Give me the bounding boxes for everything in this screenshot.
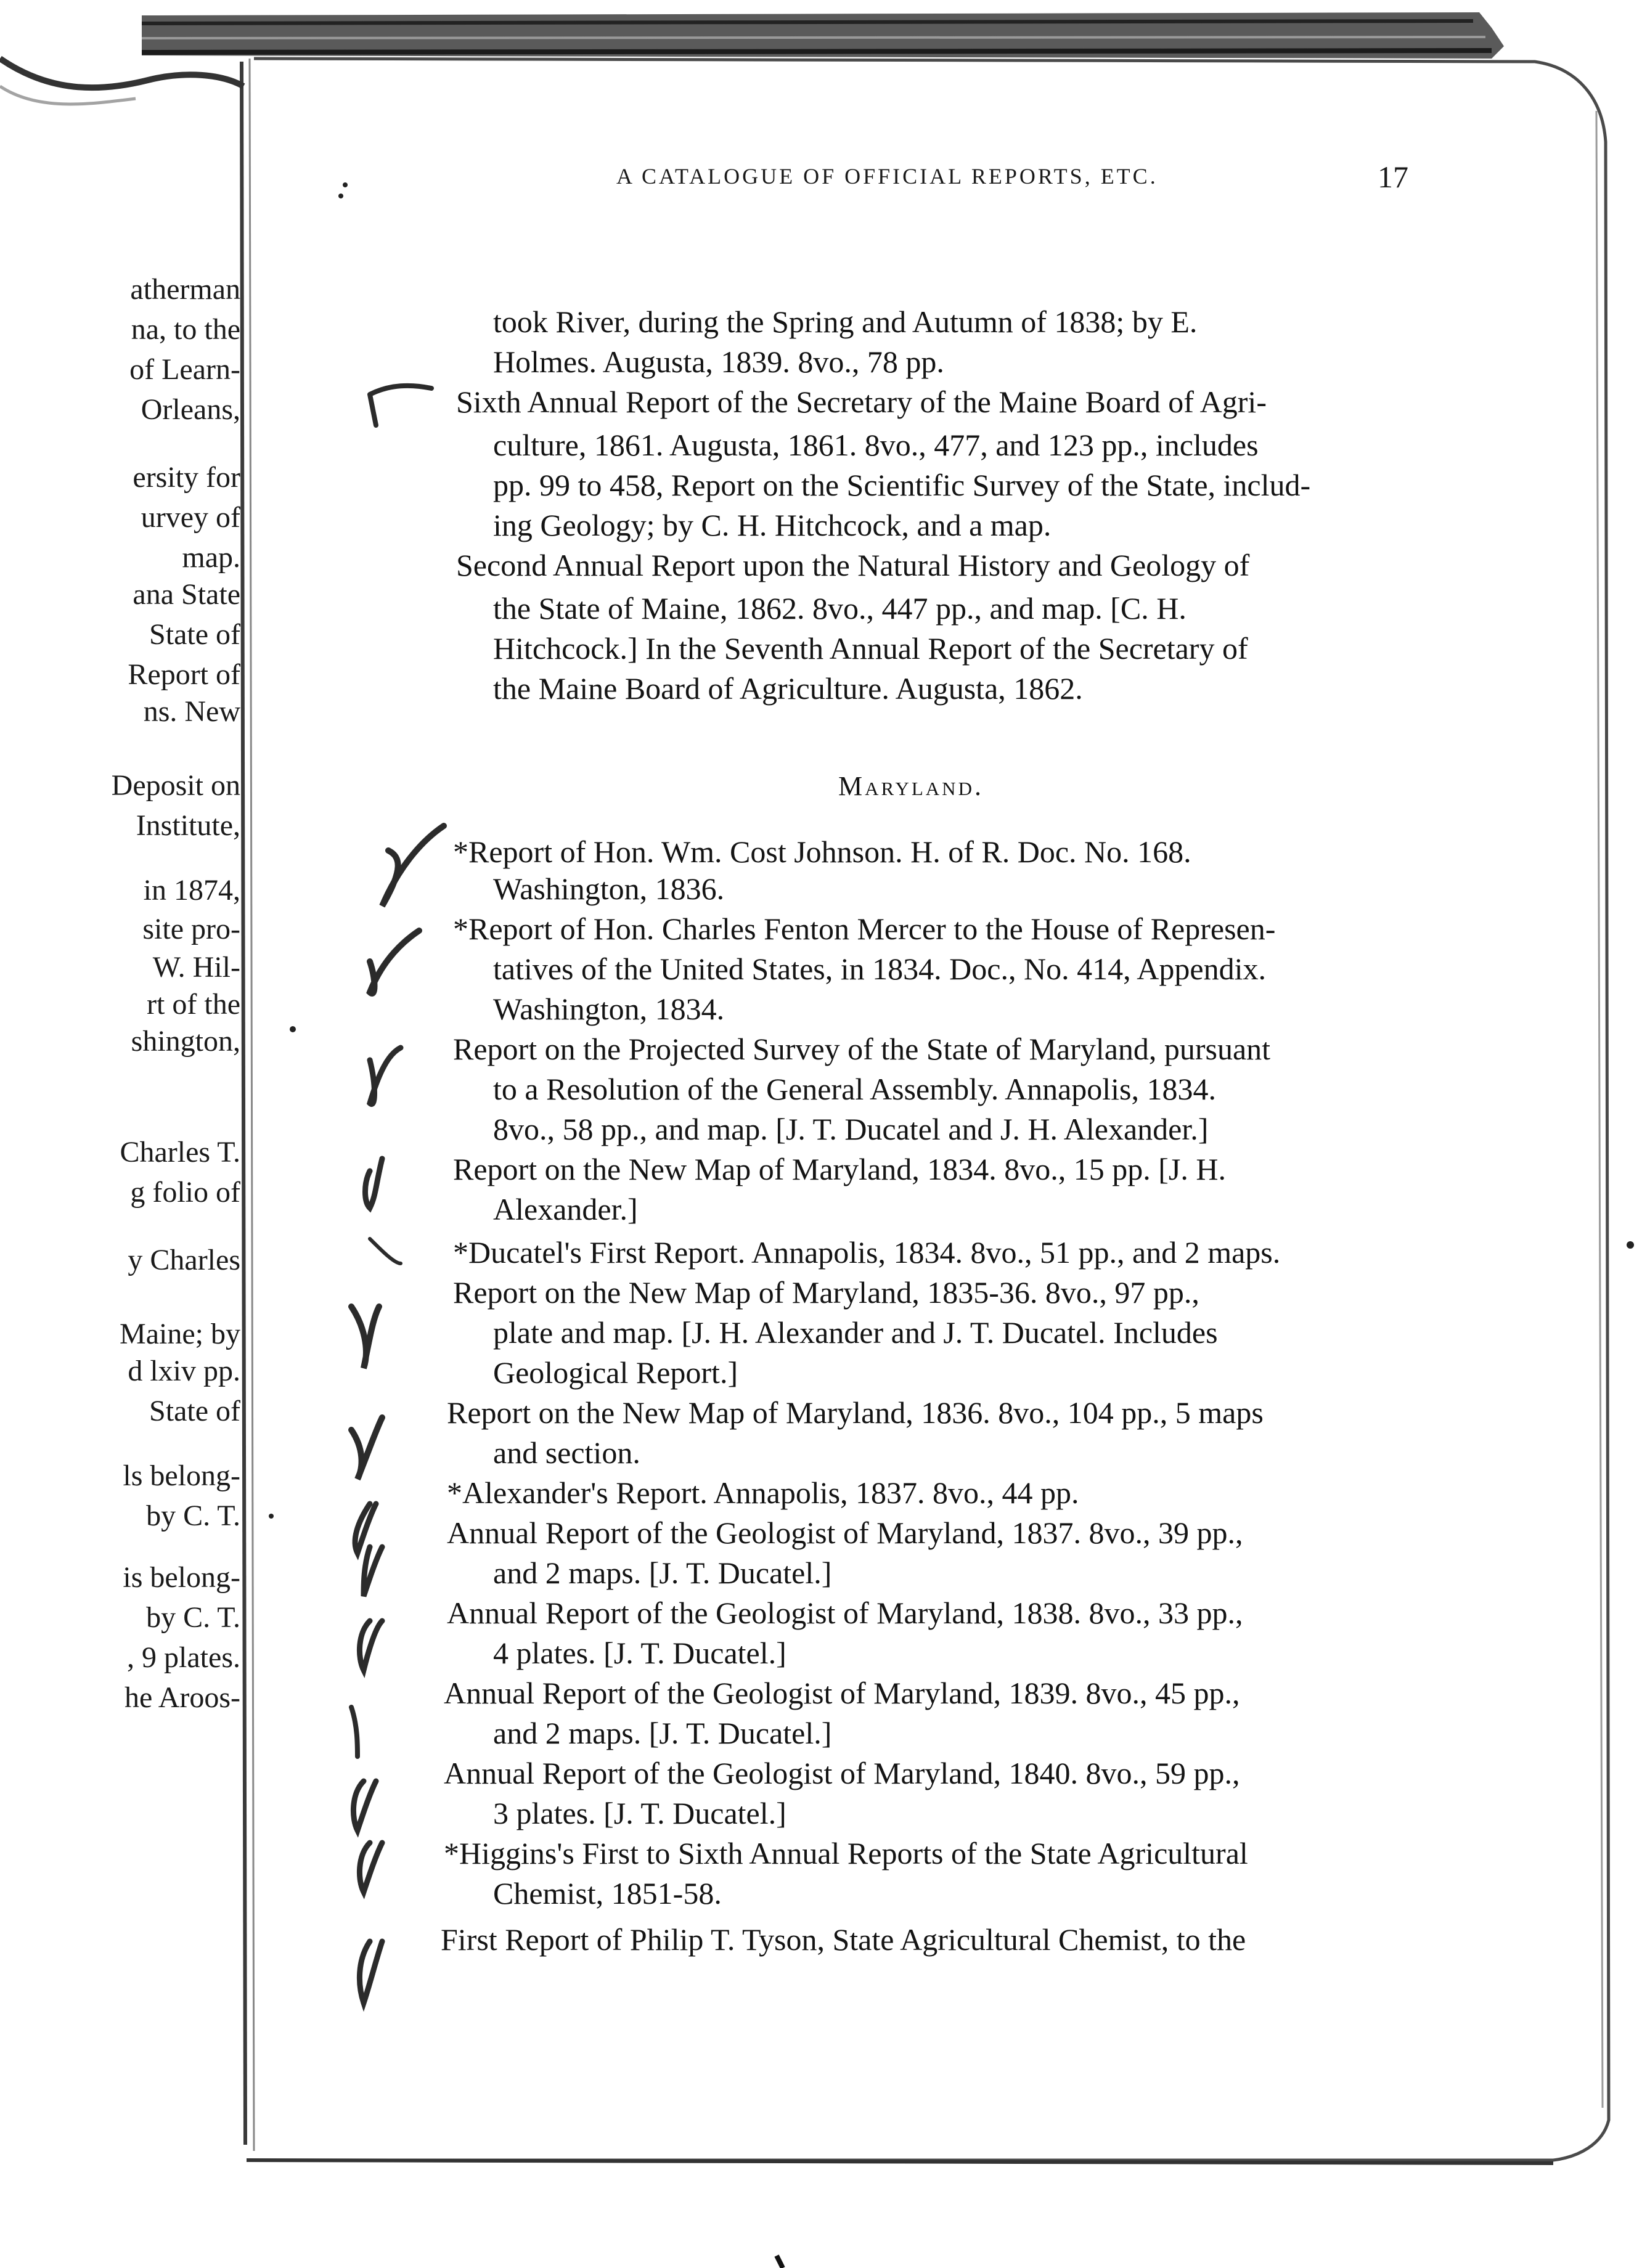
catalogue-line: ing Geology; by C. H. Hitchcock, and a map. (493, 508, 1052, 542)
pencil-tick-mark (370, 931, 419, 993)
pencil-tick-mark (366, 1159, 383, 1208)
pencil-tick-mark (359, 1621, 382, 1670)
section-heading-maryland: Maryland. (838, 771, 984, 801)
stray-mark (290, 1026, 296, 1032)
catalogue-line: pp. 99 to 458, Report on the Scientific Survey of the State, includ- (493, 468, 1311, 502)
catalogue-line: Second Annual Report upon the Natural History and Geology of (456, 548, 1250, 582)
catalogue-line: Chemist, 1851-58. (493, 1876, 722, 1911)
facing-page-line: urvey of (141, 501, 240, 534)
catalogue-line: Holmes. Augusta, 1839. 8vo., 78 pp. (493, 345, 944, 379)
facing-page-line: W. Hil- (152, 951, 240, 984)
facing-page-line: site pro- (142, 913, 240, 945)
facing-page-line: ls belong- (123, 1459, 240, 1492)
pencil-tick-mark (370, 1048, 401, 1104)
pencil-tick-mark (359, 1843, 382, 1892)
facing-page-line: State of (149, 618, 240, 651)
catalogue-line: Annual Report of the Geologist of Maryland, 1840. 8vo., 59 pp., (444, 1756, 1240, 1790)
facing-page-line: is belong- (123, 1561, 240, 1594)
catalogue-line: *Alexander's Report. Annapolis, 1837. 8vo., 44 pp. (447, 1475, 1079, 1510)
catalogue-line: *Report of Hon. Charles Fenton Mercer to the House of Represen- (453, 912, 1276, 946)
pencil-tick-mark (370, 386, 431, 425)
pencil-tick-mark (351, 1707, 357, 1756)
facing-page-line: ana State (133, 578, 240, 611)
facing-page-line: by C. T. (146, 1601, 240, 1634)
catalogue-line: Annual Report of the Geologist of Maryland, 1839. 8vo., 45 pp., (444, 1676, 1240, 1710)
facing-page-line: he Aroos- (125, 1681, 240, 1714)
pencil-tick-mark (351, 1418, 382, 1479)
catalogue-line: Washington, 1836. (493, 871, 725, 906)
catalogue-line: Alexander.] (493, 1192, 638, 1226)
catalogue-line: Sixth Annual Report of the Secretary of the Maine Board of Agri- (456, 385, 1267, 419)
pencil-tick-mark (370, 1239, 401, 1263)
catalogue-line: the Maine Board of Agriculture. Augusta, 1862. (493, 671, 1083, 706)
catalogue-line: and 2 maps. [J. T. Ducatel.] (493, 1556, 832, 1590)
facing-page-line: in 1874, (143, 874, 240, 907)
facing-page-line: y Charles (128, 1244, 240, 1276)
facing-page-line: Charles T. (120, 1136, 240, 1169)
stray-mark (1627, 1241, 1634, 1249)
catalogue-line: Geological Report.] (493, 1355, 738, 1390)
page-number: 17 (1378, 160, 1408, 194)
catalogue-line: 8vo., 58 pp., and map. [J. T. Ducatel and J. H. Alexander.] (493, 1112, 1209, 1146)
running-title: A CATALOGUE OF OFFICIAL REPORTS, ETC. (616, 164, 1158, 189)
facing-page-line: map. (182, 541, 240, 574)
catalogue-line: Report on the New Map of Maryland, 1834. 8vo., 15 pp. [J. H. (453, 1152, 1226, 1186)
facing-page-line: State of (149, 1395, 240, 1427)
catalogue-line: 4 plates. [J. T. Ducatel.] (493, 1636, 786, 1670)
facing-page-line: Institute, (136, 809, 240, 842)
facing-page-line: ersity for (133, 461, 240, 494)
catalogue-line: First Report of Philip T. Tyson, State Agricultural Chemist, to the (441, 1922, 1246, 1957)
facing-page-line: Deposit on (111, 769, 240, 802)
pencil-tick-mark (382, 826, 444, 906)
catalogue-line: the State of Maine, 1862. 8vo., 447 pp., and map. [C. H. (493, 591, 1187, 626)
catalogue-line: Washington, 1834. (493, 992, 725, 1026)
catalogue-line: tatives of the United States, in 1834. Doc., No. 414, Appendix. (493, 952, 1267, 986)
facing-page-line: by C. T. (146, 1499, 240, 1532)
catalogue-line: and 2 maps. [J. T. Ducatel.] (493, 1716, 832, 1750)
catalogue-line: Report on the Projected Survey of the State of Maryland, pursuant (453, 1032, 1271, 1066)
pencil-tick-mark (364, 1547, 382, 1596)
catalogue-line: *Higgins's First to Sixth Annual Reports of the State Agricultural (444, 1836, 1248, 1870)
facing-page-line: d lxiv pp. (128, 1355, 240, 1387)
facing-page-line: Report of (128, 658, 240, 691)
catalogue-line: 3 plates. [J. T. Ducatel.] (493, 1796, 786, 1830)
catalogue-line: culture, 1861. Augusta, 1861. 8vo., 477, and 123 pp., includes (493, 428, 1259, 462)
catalogue-line: took River, during the Spring and Autumn of 1838; by E. (493, 304, 1198, 339)
catalogue-line: Hitchcock.] In the Seventh Annual Report of the Secretary of (493, 631, 1248, 666)
stray-mark (338, 194, 343, 198)
catalogue-line: and section. (493, 1435, 640, 1470)
facing-page-line: na, to the (131, 313, 240, 346)
stray-mark (343, 182, 348, 187)
pencil-tick-mark (355, 1504, 376, 1553)
facing-page-line: rt of the (147, 988, 240, 1021)
facing-page-line: shington, (131, 1025, 240, 1058)
pencil-tick-mark (359, 1941, 382, 2003)
facing-page-line: ns. New (143, 695, 240, 728)
catalogue-line: Report on the New Map of Maryland, 1836. 8vo., 104 pp., 5 maps (447, 1395, 1264, 1430)
catalogue-line: *Ducatel's First Report. Annapolis, 1834. 8vo., 51 pp., and 2 maps. (453, 1235, 1281, 1270)
catalogue-line: Annual Report of the Geologist of Maryland, 1837. 8vo., 39 pp., (447, 1515, 1243, 1550)
facing-page-line: Maine; by (120, 1318, 240, 1350)
catalogue-line: Annual Report of the Geologist of Maryland, 1838. 8vo., 33 pp., (447, 1596, 1243, 1630)
pencil-tick-mark (351, 1307, 379, 1368)
catalogue-line: plate and map. [J. H. Alexander and J. T. Ducatel. Includes (493, 1315, 1218, 1350)
catalogue-line: to a Resolution of the General Assembly. Annapolis, 1834. (493, 1072, 1216, 1106)
pencil-tick-mark (353, 1781, 376, 1830)
catalogue-line: Report on the New Map of Maryland, 1835-36. 8vo., 97 pp., (453, 1275, 1199, 1310)
facing-page-line: , 9 plates. (127, 1641, 240, 1674)
stray-mark (269, 1514, 274, 1519)
catalogue-line: *Report of Hon. Wm. Cost Johnson. H. of R. Doc. No. 168. (453, 834, 1191, 869)
facing-page-line: atherman (130, 273, 240, 306)
facing-page-line: g folio of (130, 1176, 240, 1209)
facing-page-line: Orleans, (141, 393, 240, 426)
facing-page-line: of Learn- (129, 353, 240, 386)
